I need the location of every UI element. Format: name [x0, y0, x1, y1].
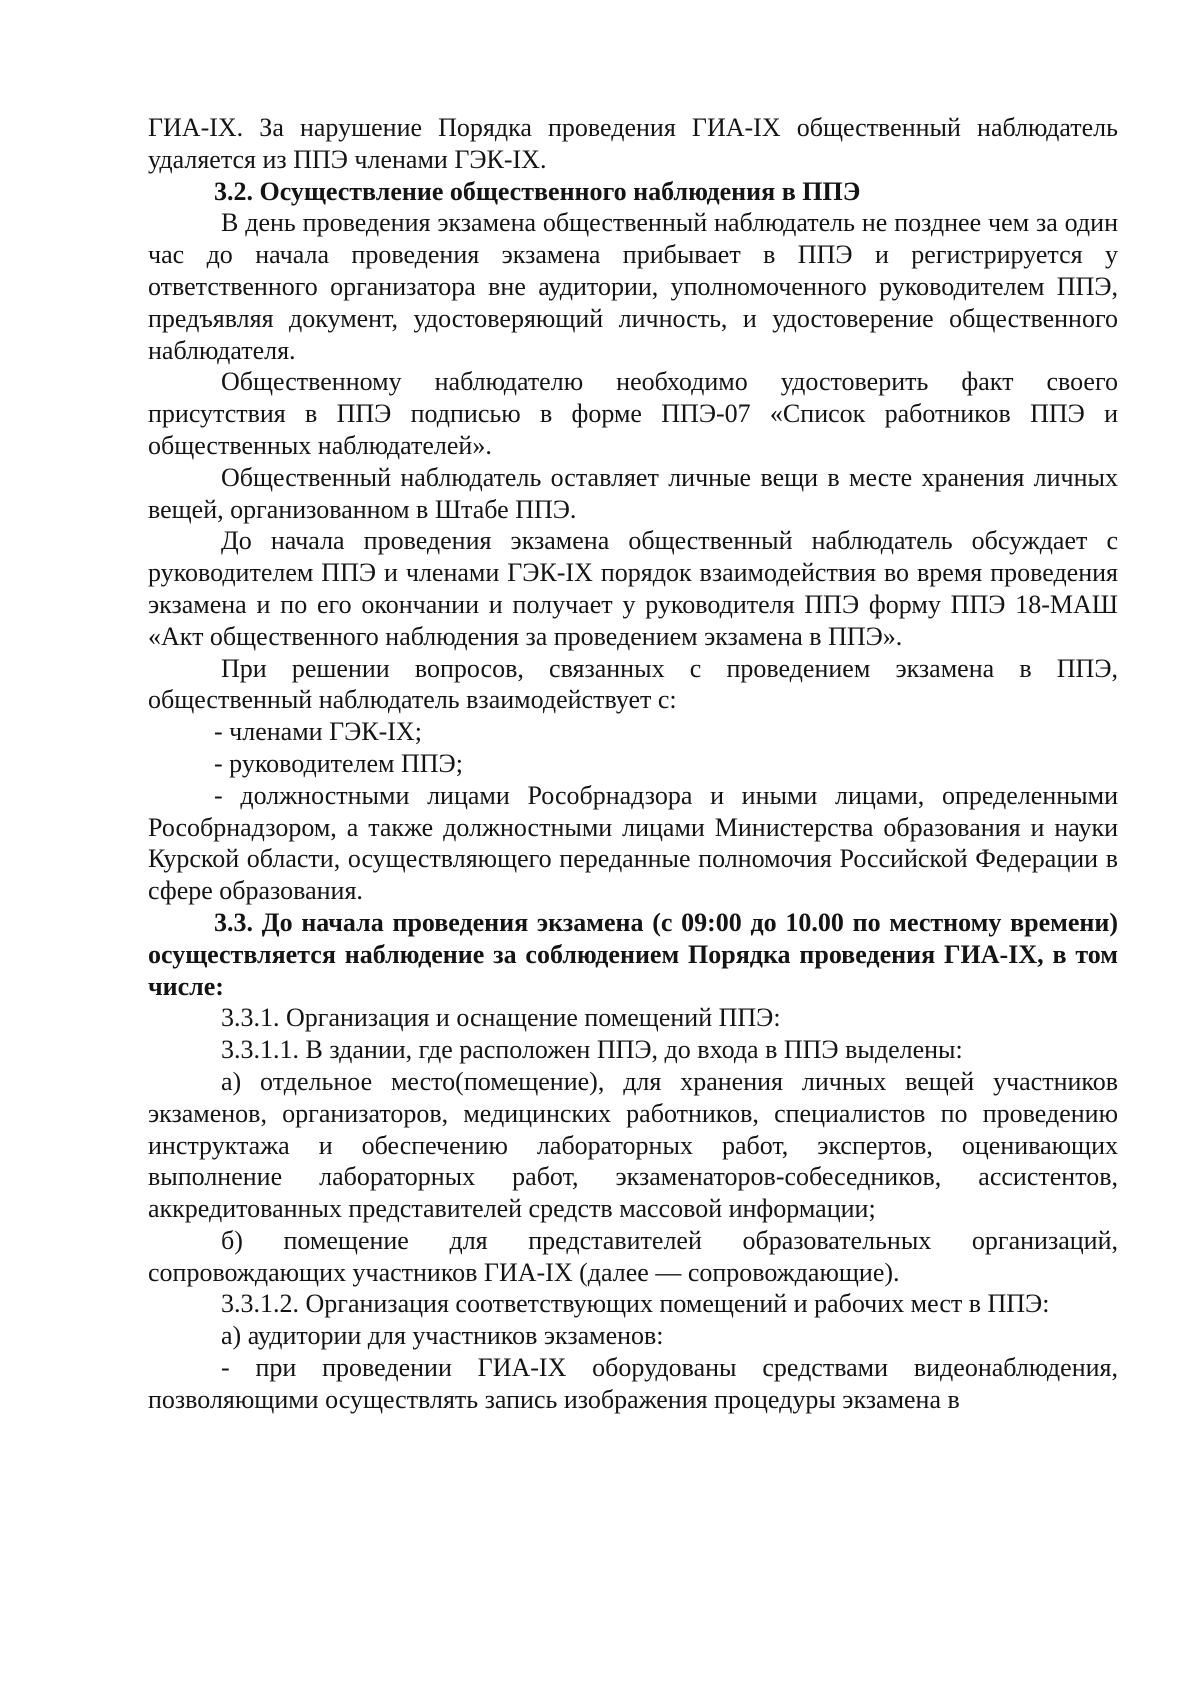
list-item-ppe-head: - руководителем ППЭ; — [214, 748, 463, 778]
item-b-accompanying-room: б) помещение для представителей образовательных организаций, сопровождающих участников ГИА-IX (далее — сопровождающие). — [148, 1225, 1118, 1287]
item-a-auditoriums: а) аудитории для участников экзаменов: — [221, 1321, 664, 1351]
section-heading-3-2: 3.2. Осуществление общественного наблюдения в ППЭ — [214, 176, 861, 206]
paragraph-personal-belongings: Общественный наблюдатель оставляет личные вещи в месте хранения личных вещей, организованном в Штабе ППЭ. — [148, 462, 1118, 524]
paragraph-discussion-with-head: До начала проведения экзамена общественный наблюдатель обсуждает с руководителем ППЭ и членами ГЭК-IX порядок взаимодействия во время проведения экзамена и по его окончании и получает у руководителя ППЭ форму ППЭ 18-МАШ «Акт общественного наблюдения за проведением экзамена в ППЭ». — [148, 526, 1118, 651]
list-item-officials: - должностными лицами Рособрнадзора и иными лицами, определенными Рособрнадзором, а также должностными лицами Министерства образования и науки Курской области, осуществляющего переданные полномочия Российской Федерации в сфере образования. — [148, 780, 1118, 906]
paragraph-video-surveillance: - при проведении ГИА-IX оборудованы средствами видеонаблюдения, позволяющими осуществлять запись изображения процедуры экзамена в — [148, 1353, 1118, 1414]
subsection-3-3-1: 3.3.1. Организация и оснащение помещений ППЭ: — [221, 1003, 781, 1033]
subsection-3-3-1-2: 3.3.1.2. Организация соответствующих помещений и рабочих мест в ППЭ: — [221, 1289, 1050, 1319]
item-a-storage-room: а) отдельное место(помещение), для хранения личных вещей участников экзаменов, организаторов, медицинских работников, специалистов по проведению инструктажа и обеспечению лабораторных работ, экспертов, оценивающих выполнение лабораторных работ, экзаменаторов-собеседников, ассистентов, аккредитованных представителей средств массовой информации; — [148, 1066, 1118, 1224]
paragraph-presence-confirmation: Общественному наблюдателю необходимо удостоверить факт своего присутствия в ППЭ подписью в форме ППЭ-07 «Список работников ППЭ и общественных наблюдателей». — [148, 367, 1118, 460]
list-item-gek-members: - членами ГЭК-IX; — [214, 717, 422, 747]
subsection-3-3-1-1: 3.3.1.1. В здании, где расположен ППЭ, до входа в ППЭ выделены: — [221, 1035, 963, 1065]
document-page — [148, 112, 1118, 1416]
paragraph-arrival-registration: В день проведения экзамена общественный наблюдатель не позднее чем за один час до начала проведения экзамена прибывает в ППЭ и регистрируется у ответственного организатора вне аудитории, уполномоченного руководителем ППЭ, предъявляя документ, удостоверяющий личность, и удостоверение общественного наблюдателя. — [148, 208, 1118, 365]
paragraph-interaction-intro: При решении вопросов, связанных с проведением экзамена в ППЭ, общественный наблюдатель взаимодействует с: — [148, 653, 1118, 715]
section-heading-3-3: 3.3. До начала проведения экзамена (с 09:00 до 10.00 по местному времени) осуществляется наблюдение за соблюдением Порядка проведения ГИА-IX, в том числе: — [148, 907, 1118, 1001]
paragraph-gia-violation: ГИА-IX. За нарушение Порядка проведения ГИА-IX общественный наблюдатель удаляется из ППЭ членами ГЭК-IX. — [148, 113, 1118, 174]
